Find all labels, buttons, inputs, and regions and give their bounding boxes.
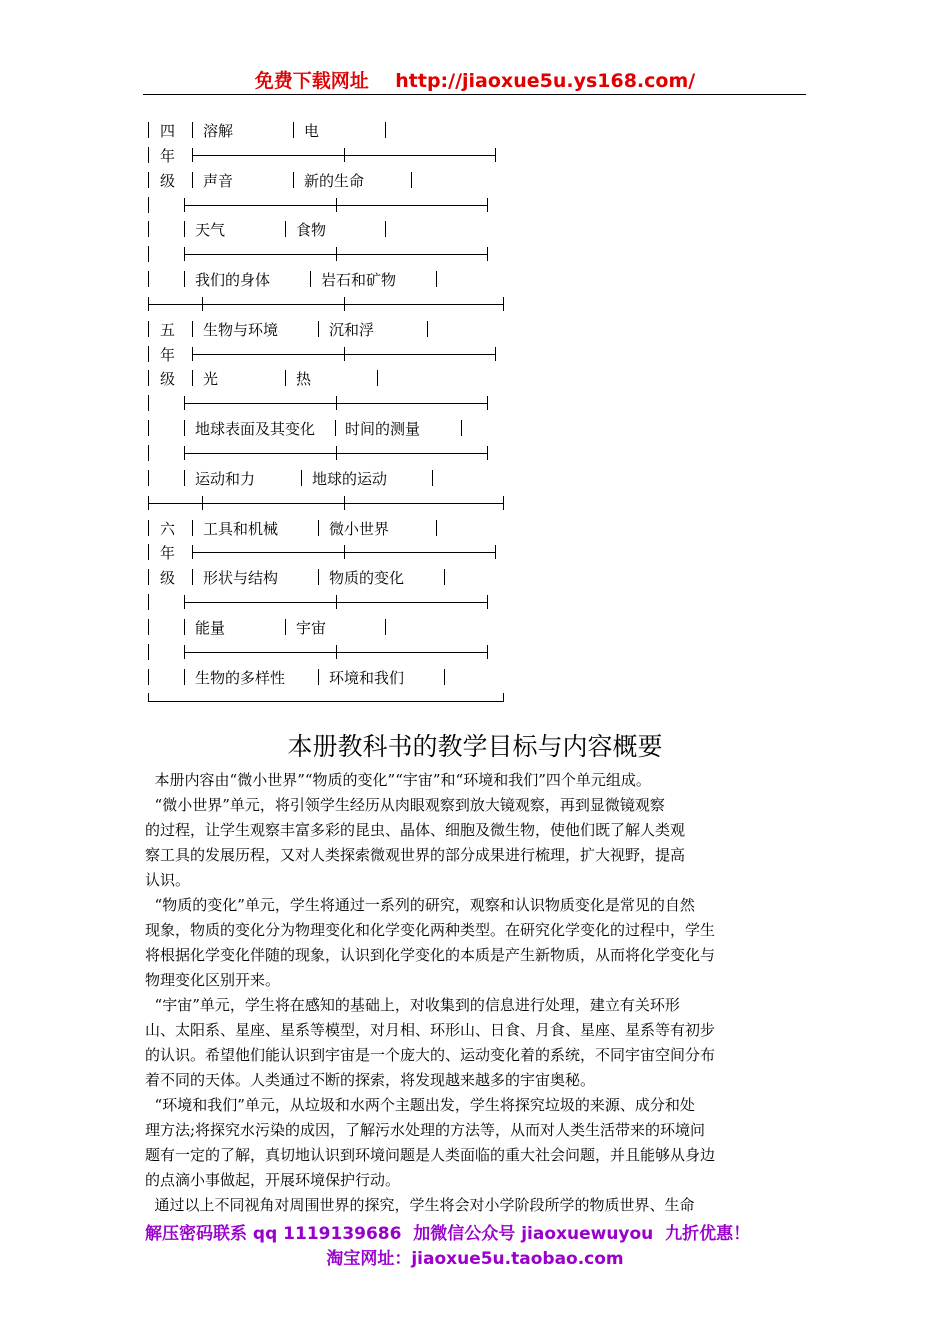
- paragraph-line: 现象，物质的变化分为物理变化和化学变化两种类型。在研究化学变化的过程中，学生: [145, 921, 716, 939]
- paragraph-line: “物质的变化”单元，学生将通过一系列的研究，观察和认识物质变化是常见的自然: [145, 896, 695, 914]
- unit-cell: 我们的身体: [195, 271, 271, 290]
- paragraph-line: 通过以上不同视角对周围世界的探究，学生将会对小学阶段所学的物质世界、生命: [145, 1196, 695, 1214]
- footer-contact: 解压密码联系 qq 1119139686 加微信公众号 jiaoxuewuyou 九折优惠！: [145, 1224, 751, 1244]
- paragraph-line: 的点滴小事做起，开展环境保护行动。: [145, 1171, 401, 1189]
- paragraph-line: 本册内容由“微小世界”“物质的变化”“宇宙”和“环境和我们”四个单元组成。: [145, 771, 651, 789]
- body-text: [145, 768, 795, 1218]
- paragraph-line: “宇宙”单元，学生将在感知的基础上，对收集到的信息进行处理，建立有关环形: [145, 996, 680, 1014]
- unit-cell: 电: [304, 122, 320, 140]
- unit-cell: 生物的多样性: [195, 668, 286, 687]
- paragraph-line: “微小世界”单元，将引领学生经历从肉眼观察到放大镜观察，再到显微镜观察: [145, 796, 665, 814]
- unit-cell: 天气: [195, 221, 226, 240]
- unit-cell: 环境和我们: [329, 668, 405, 687]
- paragraph-line: 题有一定的了解，真切地认识到环境问题是人类面临的重大社会问题，并且能够从身边: [145, 1146, 716, 1164]
- paragraph-line: 将根据化学变化伴随的现象，认识到化学变化的本质是产生新物质，从而将化学变化与: [145, 946, 716, 964]
- header-url-link[interactable]: http://jiaoxue5u.ys168.com/: [395, 70, 696, 92]
- footer-shop-link[interactable]: 淘宝网址：jiaoxue5u.taobao.com: [326, 1249, 624, 1269]
- unit-cell: 工具和机械: [203, 519, 279, 538]
- header-download-line: [0, 66, 950, 93]
- paragraph-line: 山、太阳系、星座、星系等模型，对月相、环形山、日食、月食、星座、星系等有初步: [145, 1021, 716, 1039]
- unit-cell: 光: [203, 370, 219, 389]
- paragraph-line: 着不同的天体。人类通过不断的探索，将发现越来越多的宇宙奥秘。: [145, 1071, 596, 1089]
- unit-cell: 能量: [195, 618, 226, 637]
- section-title: 本册教科书的教学目标与内容概要: [287, 732, 663, 761]
- paragraph-line: 的认识。希望他们能认识到宇宙是一个庞大的、运动变化着的系统，不同宇宙空间分布: [145, 1046, 716, 1064]
- unit-cell: 声音: [203, 171, 234, 190]
- header-label: 免费下载网址: [254, 70, 369, 92]
- unit-cell: 地球的运动: [312, 469, 388, 488]
- paragraph-line: 察工具的发展历程，又对人类探索微观世界的部分成果进行梳理，扩大视野，提高: [145, 846, 686, 864]
- paragraph-line: “环境和我们”单元，从垃圾和水两个主题出发，学生将探究垃圾的来源、成分和处: [145, 1096, 695, 1114]
- unit-cell: 形状与结构: [203, 569, 279, 588]
- paragraph-line: 理方法;将探究水污染的成因，了解污水处理的方法等，从而对人类生活带来的环境问: [145, 1121, 706, 1139]
- unit-cell: 地球表面及其变化: [195, 420, 316, 439]
- unit-cell: 新的生命: [304, 171, 365, 190]
- unit-cell: 微小世界: [329, 519, 390, 538]
- paragraph-line: 的过程，让学生观察丰富多彩的昆虫、晶体、细胞及微生物，使他们既了解人类观: [145, 821, 686, 839]
- unit-cell: 生物与环境: [203, 320, 279, 339]
- unit-cell: 溶解: [203, 122, 234, 140]
- unit-cell: 宇宙: [296, 618, 327, 637]
- paragraph-line: 物理变化区别开来。: [145, 971, 281, 989]
- header-divider: [143, 94, 806, 95]
- unit-cell: 热: [296, 370, 312, 389]
- unit-cell: 食物: [296, 221, 327, 240]
- unit-cell: 物质的变化: [329, 569, 405, 588]
- unit-cell: 岩石和矿物: [321, 271, 397, 290]
- paragraph-line: 认识。: [145, 871, 191, 889]
- unit-cell: 沉和浮: [329, 320, 375, 339]
- unit-cell: 运动和力: [195, 469, 256, 488]
- unit-cell: 时间的测量: [345, 420, 421, 439]
